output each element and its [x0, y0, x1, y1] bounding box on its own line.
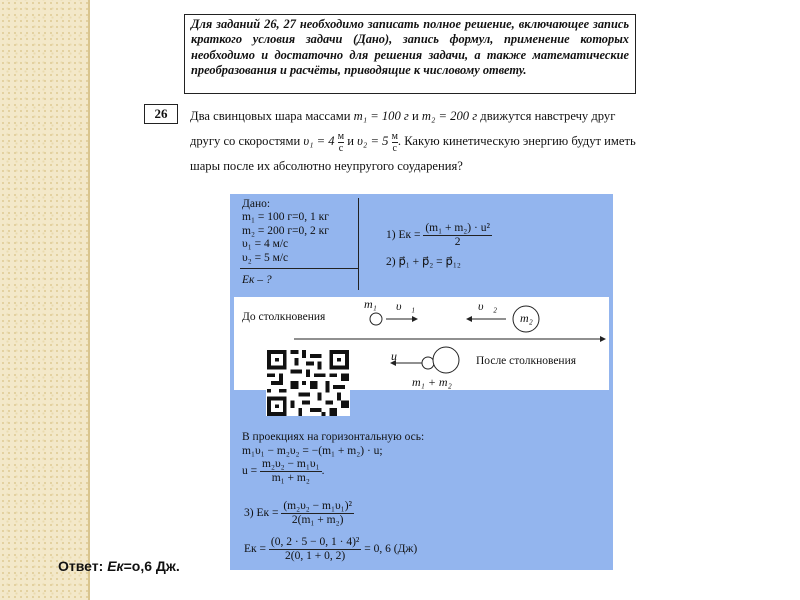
solution-card: [230, 194, 613, 570]
formula-4: [244, 536, 417, 563]
label-u: u⃗: [391, 349, 407, 363]
task-m1: m₁ = 100 г: [353, 109, 409, 123]
formula-3-lhs: 3) Eк =: [244, 507, 279, 520]
arrow-v1-head: [412, 316, 418, 322]
projection-block: [242, 430, 424, 485]
label-m2: m₂: [520, 311, 533, 325]
projection-equation: m₁υ₁ − m₂υ₂ = −(m₁ + m₂) · u;: [242, 445, 383, 457]
answer-prefix: Ответ:: [58, 558, 104, 574]
given-block: [242, 198, 329, 265]
u-formula: [242, 458, 424, 485]
task-and-1: и: [412, 109, 419, 123]
task-number: 26: [144, 104, 178, 124]
label-m1: m₁: [364, 297, 377, 311]
task-text-part3: . Какую кинетическую энергию будут иметь шары после их абсолютно неупругого соударения?: [190, 134, 636, 173]
formula-1-den: 2: [454, 236, 461, 248]
qr-code-icon: [266, 350, 350, 416]
formula-3: [244, 500, 354, 527]
arrow-v2-head: [466, 316, 472, 322]
formula-3-den: 2(m₁ + m₂): [291, 514, 344, 526]
answer-value: =о,6 Дж.: [123, 558, 180, 574]
label-v2: υ⃗₂: [478, 299, 498, 313]
formula-1-num: (m₁ + m₂) · u²: [425, 222, 490, 234]
u-formula-den: m₁ + m₂: [271, 472, 310, 484]
ball-m2-after: [433, 347, 459, 373]
qr-code-svg: [266, 350, 350, 416]
answer-line: [58, 558, 180, 574]
task-v2-unit: $\frac{м}{с}$: [391, 130, 398, 154]
u-formula-lhs: u =: [242, 465, 258, 478]
given-m1: m₁ = 100 г=0, 1 кг: [242, 211, 329, 224]
label-after-collision: После столкновения: [476, 355, 577, 367]
formula-2: 2) p⃗₁ + p⃗₂ = p⃗₁₂: [386, 256, 461, 268]
given-v2: υ₂ = 5 м/с: [242, 251, 289, 264]
find-ek: Eк – ?: [242, 274, 272, 286]
axis-arrow-head: [600, 336, 606, 342]
label-before-collision: До столкновения: [242, 311, 326, 323]
given-m2: m₂ = 200 г=0, 2 кг: [242, 224, 329, 237]
formula-4-rhs: = 0, 6 (Дж): [364, 543, 418, 556]
task-text-part1: Два свинцовых шара массами: [190, 109, 351, 123]
instructions-box: Для заданий 26, 27 необходимо записать полное решение, включающее запись краткого условия задачи (Дано), запись формул, применение которых необходимо и достаточно для решения задачи, а также математические преобразования и расчёты, приводящие к числовому ответу.: [184, 14, 636, 94]
given-v1: υ₁ = 4 м/с: [242, 238, 289, 251]
ball-m1-after: [422, 357, 434, 369]
formula-4-den: 2(0, 1 + 0, 2): [285, 550, 346, 562]
u-formula-num: m₂υ₂ − m₁υ₁: [262, 458, 320, 470]
formula-3-num: (m₂υ₂ − m₁υ₁)²: [283, 500, 352, 512]
answer-ek: Eк: [107, 558, 124, 574]
ball-m1-before: [370, 313, 382, 325]
given-divider: [240, 268, 358, 269]
task-m2: m₂ = 200 г: [421, 109, 478, 123]
given-vertical-line: [358, 198, 359, 290]
decorative-side-strip: [0, 0, 88, 600]
projection-title: В проекциях на горизонтальную ось:: [242, 431, 425, 443]
side-strip-edge: [88, 0, 90, 600]
formula-4-num: (0, 2 · 5 − 0, 1 · 4)²: [270, 536, 360, 548]
label-m1-plus-m2: m₁ + m₂: [412, 375, 452, 389]
given-title: Дано:: [242, 198, 271, 210]
task-v1-unit: $\frac{м}{с}$: [337, 130, 345, 154]
label-v1: υ⃗₁: [396, 299, 416, 313]
task-v1: υ₁ = 4: [303, 134, 335, 148]
formula-1-lhs: 1) Eк =: [386, 229, 421, 242]
task-and-2: и: [347, 134, 354, 148]
formula-1: [386, 222, 492, 249]
task-v2: υ₂ = 5: [357, 134, 389, 148]
u-formula-end: .: [321, 465, 325, 478]
task-text: [190, 104, 640, 179]
task-text-part2: движутся навстречу друг другу со скоростями: [190, 109, 616, 148]
formula-4-lhs: Eк =: [244, 543, 266, 556]
